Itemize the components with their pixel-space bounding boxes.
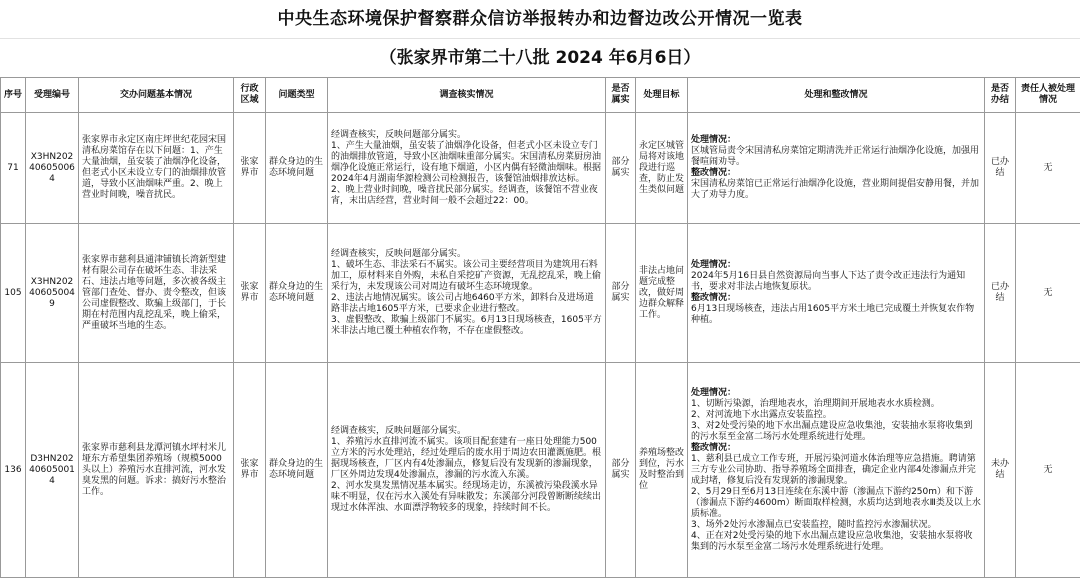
verify-line: 经调查核实，反映问题部分属实。 [331, 426, 467, 436]
handling-text: 6月13日现场核查，违法占用1605平方米土地已完成覆土并恢复农作物种植。 [691, 304, 975, 325]
cell-seq: 136 [1, 363, 26, 578]
verify-line: 经调查核实，反映问题部分属实。 [331, 129, 467, 140]
cell-seq: 71 [1, 113, 26, 224]
cell-verify [328, 113, 606, 224]
cell-goal: 永定区城管局将对该地段进行巡查，防止发生类似问题 [636, 113, 688, 224]
handling-text: 宋国清私房菜馆已正常运行油烟净化设施，营业期间提倡安静用餐，并加大了劝导力度。 [691, 179, 980, 200]
cell-problem: 张家界市慈利县通津铺镇长湾新型建材有限公司存在破坏生态、非法采石、违法占地等问题，多次被各级主管部门查处、督办、责令整改，但该公司虚假整改、欺骗上级部门，于长期在村范围内乱挖乱采，晚上偷采，严重破坏当地的生态。 [79, 224, 234, 363]
verify-line: 1、破坏生态、非法采石不属实。该公司主要经营项目为建筑用石料加工，原材料来自外购，未私自采挖矿产资源，无乱挖乱采，晚上偷采行为，未发现该公司对周边有破坏生态环境现象。 [331, 260, 602, 292]
cell-done: 已办结 [985, 224, 1016, 363]
handling-text: 区城管局责令宋国清私房菜馆定期清洗并正常运行油烟净化设施，加强用餐喧闹劝导。 [691, 146, 980, 167]
page-title: 中央生态环境保护督察群众信访举报转办和边督边改公开情况一览表 [0, 0, 1080, 39]
cell-code: X3HN202406050064 [26, 113, 79, 224]
cell-type: 群众身边的生态环境问题 [266, 363, 328, 578]
header-type: 问题类型 [266, 78, 328, 113]
handling-heading: 整改情况： [691, 442, 737, 453]
cell-true: 部分属实 [606, 113, 636, 224]
cell-handling [688, 113, 985, 224]
handling-text: 1、切断污染源，治理地表水，治理期间开展地表水水质检测。 2、对河流地下水出露点安装监控。 3、对2处受污染的地下水出漏点建设应急收集池，安装抽水泵将收集到的污水泵至金富二场污水处理系统进行处理。 [691, 398, 973, 442]
verify-line: 2、河水发臭发黑情况基本属实。经现场走访，东溪被污染段溪水异味不明显，仅在污水入溪处有异味散发；东溪部分河段曾断断续续出现过水体浑浊、水面漂浮物较多的现象，持续时间不长。 [331, 481, 602, 513]
handling-heading: 整改情况： [691, 293, 737, 303]
cell-code: X3HN202406050049 [26, 224, 79, 363]
cell-accountability: 无 [1016, 363, 1080, 578]
verify-line: 3、虚假整改、欺骗上级部门不属实。6月13日现场核查，1605平方米非法占地已覆土种植农作物，不存在虚假整改。 [331, 315, 602, 336]
cell-problem: 张家界市慈利县龙潭河镇水坪村米儿垭东方希望集团养殖场（规模5000头以上）养殖污水直排河流，河水发臭发黑的问题。诉求：搞好污水整治工作。 [79, 363, 234, 578]
header-code: 受理编号 [26, 78, 79, 113]
table-row [1, 363, 1080, 578]
cell-done: 未办结 [985, 363, 1016, 578]
header-goal: 处理目标 [636, 78, 688, 113]
cell-accountability: 无 [1016, 113, 1080, 224]
table-header-row [1, 78, 1080, 113]
cell-goal: 非法占地问题完成整改，做好周边群众解释工作。 [636, 224, 688, 363]
cell-seq: 105 [1, 224, 26, 363]
handling-heading: 处理情况： [691, 260, 737, 270]
cell-code: D3HN202406050014 [26, 363, 79, 578]
cell-handling [688, 363, 985, 578]
header-true: 是否属实 [606, 78, 636, 113]
report-table [0, 77, 1080, 578]
cell-region: 张家界市 [234, 113, 266, 224]
table-row [1, 113, 1080, 224]
cell-true: 部分属实 [606, 363, 636, 578]
handling-heading: 处理情况： [691, 135, 737, 145]
verify-line: 2、违法占地情况属实。该公司占地6460平方米，卸料台及进场道路非法占地1605平方米，已要求企业进行整改。 [331, 293, 594, 314]
handling-text: 1、慈利县已成立工作专班，开展污染河道水体治理等应急措施。聘请第三方专业公司协助、指导养殖场全面排查，确定企业内部4处渗漏点并完成封堵，修复后没有发现新的渗漏现象。 2、5月29日至6月13日连续在东溪中游（渗漏点下游约250m）和下游（渗漏点下游约4600m）断面取样检测，水质均达到地表水Ⅲ类及以上水质标准。 3、场外2处污水渗漏点已安装监控，随时监控污水渗漏状况。 4、正在对2处受污染的地下水出漏点建设应急收集池，安装抽水泵将收集到的污水泵至金富二场污水处理系统进行处理。 [691, 453, 981, 552]
header-accountability: 责任人被处理情况 [1016, 78, 1080, 113]
verify-line: 1、养殖污水直排河流不属实。该项目配套建有一座日处理能力500立方米的污水处理站，经过处理后的废水用于周边农田灌溉施肥。根据现场核查，厂区内有4处渗漏点，修复后没有发现新的渗漏现象，厂区外周边发现4处渗漏点，渗漏的污水流入东溪。 [331, 437, 602, 480]
handling-heading: 处理情况： [691, 387, 737, 398]
verify-line: 经调查核实，反映问题部分属实。 [331, 249, 467, 259]
handling-heading: 整改情况： [691, 168, 737, 178]
header-done: 是否办结 [985, 78, 1016, 113]
cell-problem: 张家界市永定区南庄坪世纪花园宋国清私房菜馆存在以下问题：1、产生大量油烟，虽安装了油烟净化设备，但老式小区未设立专门的油烟排放管道，导致小区油烟味严重。2、晚上营业时间晚，噪音扰民。 [79, 113, 234, 224]
cell-goal: 养殖场整改到位，污水及时整治到位 [636, 363, 688, 578]
cell-region: 张家界市 [234, 363, 266, 578]
handling-text: 2024年5月16日县自然资源局向当事人下达了责令改正违法行为通知书，要求对非法占地恢复原状。 [691, 271, 966, 292]
verify-line: 2、晚上营业时间晚，噪音扰民部分属实。经调查，该餐馆不营业夜宵，末出店经营，营业时间一般不会超过22：00。 [331, 184, 598, 206]
cell-done: 已办结 [985, 113, 1016, 224]
header-handling: 处理和整改情况 [688, 78, 985, 113]
cell-true: 部分属实 [606, 224, 636, 363]
header-region: 行政区域 [234, 78, 266, 113]
table-row [1, 224, 1080, 363]
cell-handling [688, 224, 985, 363]
header-problem: 交办问题基本情况 [79, 78, 234, 113]
header-seq: 序号 [1, 78, 26, 113]
cell-verify [328, 224, 606, 363]
header-verify: 调查核实情况 [328, 78, 606, 113]
cell-type: 群众身边的生态环境问题 [266, 224, 328, 363]
verify-line: 1、产生大量油烟，虽安装了油烟净化设备，但老式小区未设立专门的油烟排放管道，导致小区油烟味重部分属实。宋国清私房菜厨房油烟净化设施正常运行，设有地下烟道，小区内偶有轻微油烟味。根据2024年4月湖南华源检测公司检测报告，该餐馆油烟排放达标。 [331, 140, 602, 184]
cell-verify [328, 363, 606, 578]
page-subtitle: （张家界市第二十八批 2024 年6月6日） [379, 48, 701, 68]
cell-type: 群众身边的生态环境问题 [266, 113, 328, 224]
cell-accountability: 无 [1016, 224, 1080, 363]
cell-region: 张家界市 [234, 224, 266, 363]
